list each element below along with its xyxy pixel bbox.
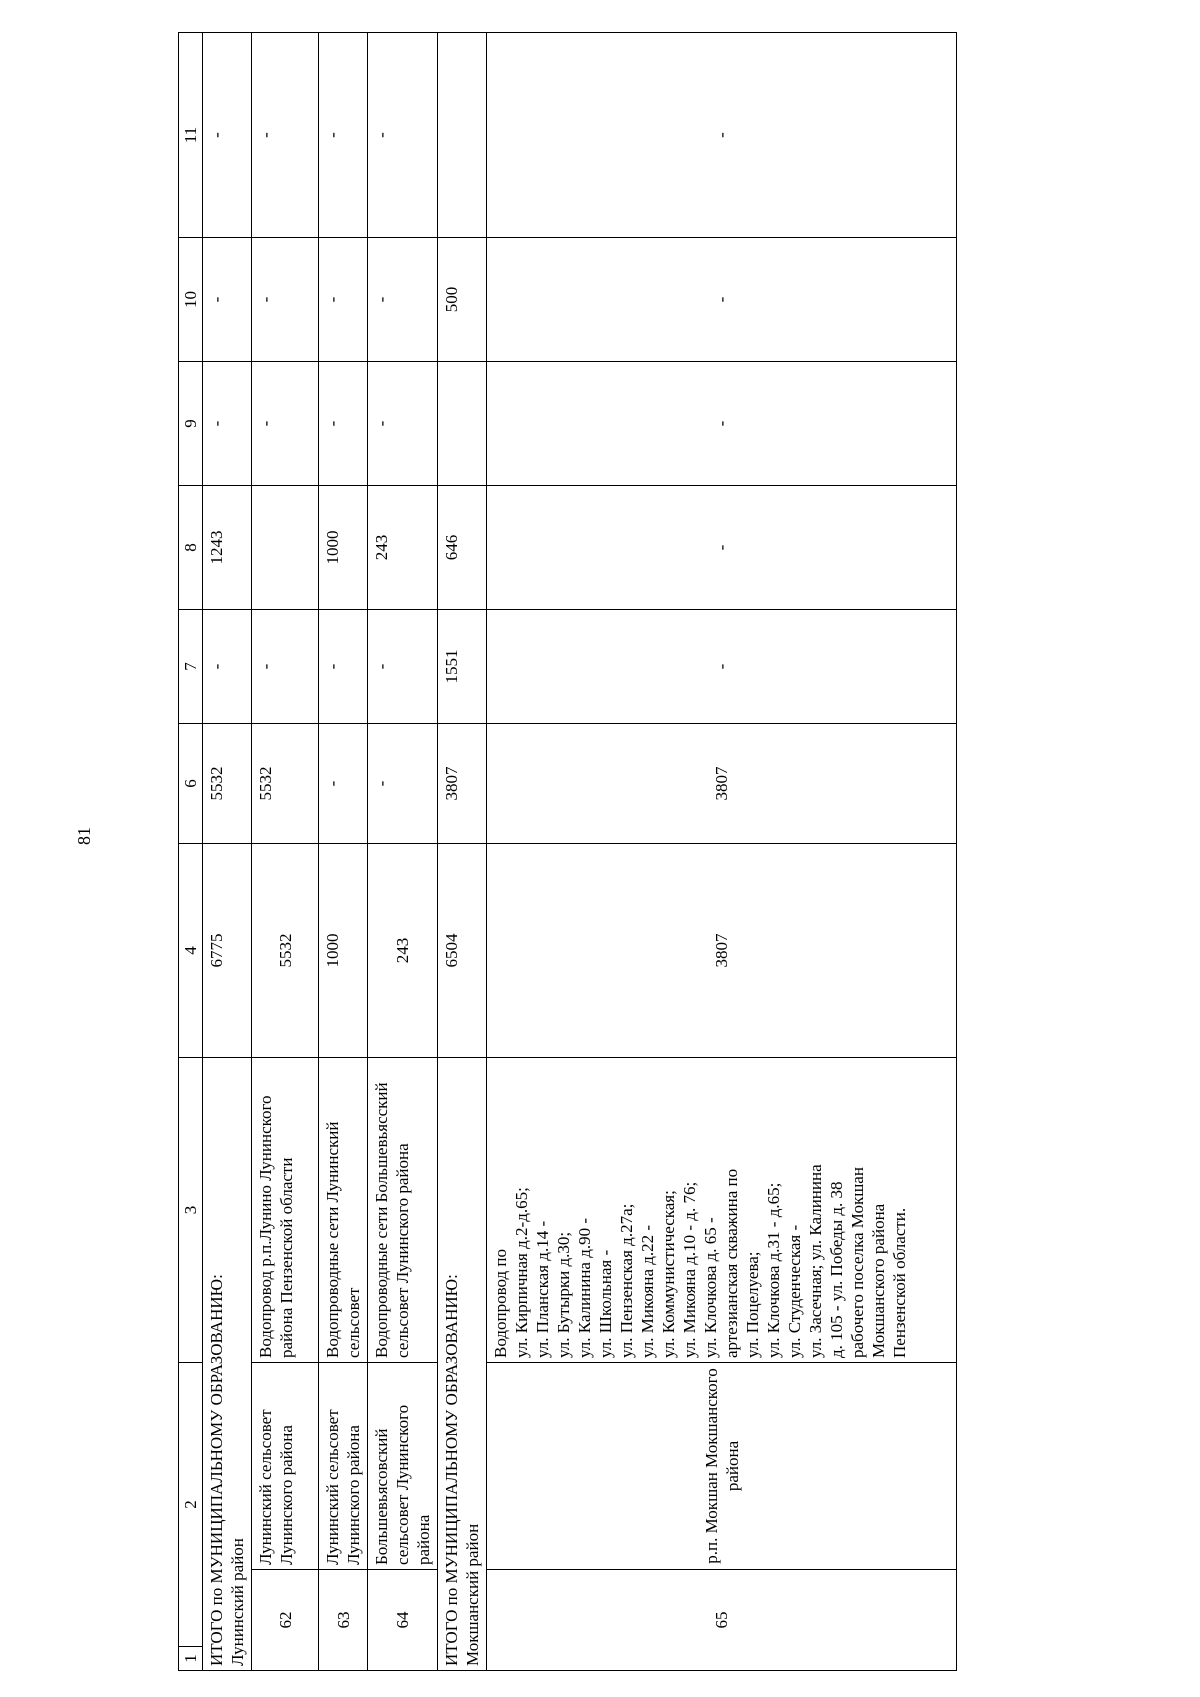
object-cell: Водопровод р.п.Лунино Лунинского района Пензенской области xyxy=(252,1058,319,1363)
cell: 3807 xyxy=(438,724,487,844)
cell: - xyxy=(252,610,319,724)
cell: - xyxy=(203,33,252,238)
cell: - xyxy=(252,33,319,238)
header-cell: 8 xyxy=(179,486,203,610)
header-cell: 3 xyxy=(179,1058,203,1363)
cell: - xyxy=(487,362,957,486)
row-number: 62 xyxy=(252,1570,319,1671)
header-cell: 10 xyxy=(179,238,203,362)
header-cell: 2 xyxy=(179,1363,203,1647)
cell: - xyxy=(487,486,957,610)
cell xyxy=(438,362,487,486)
object-cell: Водопровод по ул. Кирпичная д.2-д.65; ул. Планская д.14 - ул. Бутырки д.30; ул. Калинина д.90 - ул. Школьная - ул. Пензенская д.27а; ул. Микояна д.22 - ул. Коммунистическая; ул. Микояна д.10 - д. 76; ул. Клочкова д. 65 - артезианская скважина по ул. Поцелуева; ул. Клочкова д.31 - д.65; ул. Студенческая - ул. Засечная; ул. Калинина д. 105 - ул. Победы д. 38 рабочего поселка Мокшан Мокшанского района Пензенской области. xyxy=(487,1058,957,1363)
header-cell: 7 xyxy=(179,610,203,724)
total-row xyxy=(438,33,487,1671)
cell: - xyxy=(368,724,438,844)
mo-cell: Большевьясовский сельсовет Лунинского района xyxy=(368,1363,438,1570)
cell: 1243 xyxy=(203,486,252,610)
mo-cell: Лунинский сельсовет Лунинского района xyxy=(252,1363,319,1570)
cell: 3807 xyxy=(487,724,957,844)
table-row xyxy=(368,33,438,1671)
cell: 5532 xyxy=(252,724,319,844)
data-table xyxy=(178,32,957,1671)
mo-cell: р.п. Мокшан Мокшанского района xyxy=(487,1363,957,1570)
cell: 243 xyxy=(368,486,438,610)
cell: - xyxy=(487,610,957,724)
cell: 1551 xyxy=(438,610,487,724)
cell: 5532 xyxy=(252,844,319,1058)
cell: - xyxy=(203,362,252,486)
table-row xyxy=(487,33,957,1671)
total-district: Лунинский район xyxy=(228,1538,247,1666)
cell: - xyxy=(319,33,368,238)
header-row xyxy=(179,33,203,1671)
cell: 243 xyxy=(368,844,438,1058)
header-cell: 6 xyxy=(179,724,203,844)
cell: - xyxy=(252,238,319,362)
header-cell: 9 xyxy=(179,362,203,486)
cell: - xyxy=(203,238,252,362)
cell: - xyxy=(368,362,438,486)
page-number: 81 xyxy=(74,827,94,845)
cell: 646 xyxy=(438,486,487,610)
total-label-cell xyxy=(203,1058,252,1671)
cell: 6775 xyxy=(203,844,252,1058)
table-row xyxy=(319,33,368,1671)
cell: 1000 xyxy=(319,844,368,1058)
cell: 3807 xyxy=(487,844,957,1058)
cell: - xyxy=(368,33,438,238)
cell: - xyxy=(368,610,438,724)
cell: 1000 xyxy=(319,486,368,610)
cell: 6504 xyxy=(438,844,487,1058)
row-number: 64 xyxy=(368,1570,438,1671)
cell: - xyxy=(319,238,368,362)
total-district: Мокшанский район xyxy=(463,1523,482,1666)
total-label: ИТОГО по МУНИЦИПАЛЬНОМУ ОБРАЗОВАНИЮ: xyxy=(442,1274,461,1666)
cell: - xyxy=(487,33,957,238)
cell: 5532 xyxy=(203,724,252,844)
header-cell: 11 xyxy=(179,33,203,238)
cell xyxy=(252,486,319,610)
cell: - xyxy=(368,238,438,362)
total-row xyxy=(203,33,252,1671)
cell: 500 xyxy=(438,238,487,362)
table-row xyxy=(252,33,319,1671)
cell: - xyxy=(203,610,252,724)
cell: - xyxy=(319,724,368,844)
cell: - xyxy=(252,362,319,486)
cell xyxy=(438,33,487,238)
mo-cell: Лунинский сельсовет Лунинского района xyxy=(319,1363,368,1570)
row-number: 63 xyxy=(319,1570,368,1671)
header-cell: 1 xyxy=(179,1647,203,1671)
cell: - xyxy=(319,362,368,486)
object-cell: Водопроводные сети Большевьясский сельсовет Лунинского района xyxy=(368,1058,438,1363)
total-label: ИТОГО по МУНИЦИПАЛЬНОМУ ОБРАЗОВАНИЮ: xyxy=(207,1274,226,1666)
cell: - xyxy=(319,610,368,724)
total-label-cell xyxy=(438,1058,487,1671)
object-cell: Водопроводные сети Лунинский сельсовет xyxy=(319,1058,368,1363)
cell: - xyxy=(487,238,957,362)
header-cell: 4 xyxy=(179,844,203,1058)
row-number: 65 xyxy=(487,1570,957,1671)
